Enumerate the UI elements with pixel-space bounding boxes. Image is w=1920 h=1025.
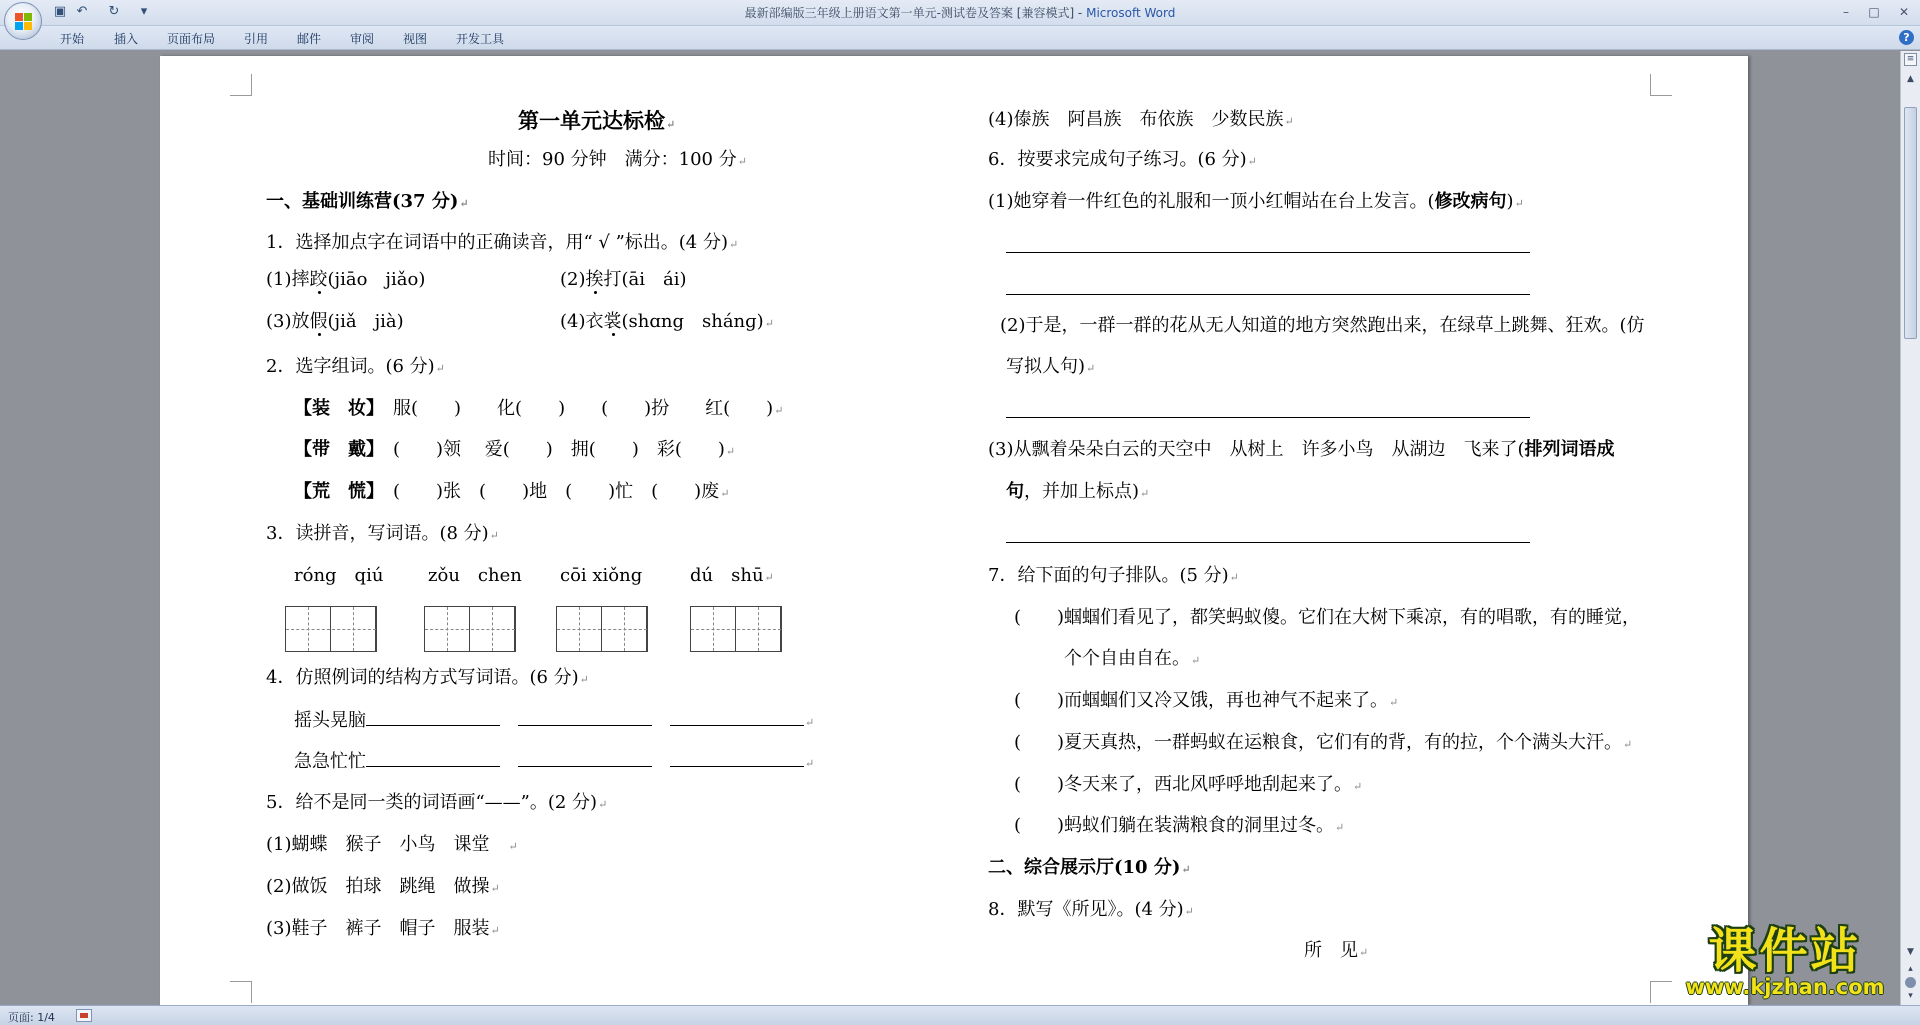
- title-bar: [0, 0, 1920, 26]
- question-6-item: 写拟人句)↵: [1006, 356, 1096, 377]
- maximize-button[interactable]: □: [1868, 5, 1880, 19]
- undo-icon[interactable]: ↶: [76, 4, 88, 19]
- question-6-stem: 6．按要求完成句子练习。(6 分)↵: [988, 149, 1257, 170]
- question-2-row: 【装 妆】 服( ) 化( ) ( )扮 红( )↵: [294, 398, 784, 419]
- pinyin-label: zǒu chen: [428, 565, 522, 586]
- tab-insert[interactable]: 插入: [114, 32, 139, 46]
- answer-line[interactable]: [1006, 252, 1530, 253]
- answer-line[interactable]: [1006, 542, 1530, 543]
- writing-grid[interactable]: [690, 606, 782, 652]
- tab-page-layout[interactable]: 页面布局: [167, 32, 216, 46]
- next-page-icon[interactable]: ▾: [1908, 991, 1913, 1001]
- answer-blank[interactable]: [366, 708, 500, 726]
- scroll-up-icon[interactable]: ▲: [1907, 74, 1914, 84]
- section-heading: 一、基础训练营(37 分)↵: [266, 191, 469, 212]
- question-6-item: 句，并加上标点)↵: [1006, 481, 1150, 502]
- tab-home[interactable]: 开始: [60, 32, 85, 46]
- scroll-down-icon[interactable]: ▼: [1907, 947, 1914, 957]
- view-ruler-icon[interactable]: ≡: [1904, 53, 1917, 66]
- crop-mark: [1650, 74, 1672, 96]
- help-icon[interactable]: ?: [1899, 30, 1914, 45]
- writing-grid[interactable]: [556, 606, 648, 652]
- question-8-stem: 8．默写《所见》。(4 分)↵: [988, 899, 1194, 920]
- customize-toolbar-icon[interactable]: ▾: [140, 4, 148, 19]
- document-page[interactable]: [160, 56, 1748, 1005]
- answer-blank[interactable]: [670, 749, 804, 767]
- question-6-item: (3)从飘着朵朵白云的天空中 从树上 许多小鸟 从湖边 飞来了(排列词语成: [988, 439, 1615, 460]
- app-name: Microsoft Word: [1086, 6, 1176, 20]
- question-1-stem: 1．选择加点字在词语中的正确读音，用“ √ ”标出。(4 分)↵: [266, 232, 739, 253]
- tab-mailings[interactable]: 邮件: [297, 32, 322, 46]
- vertical-scrollbar[interactable]: [1900, 51, 1920, 1005]
- crop-mark: [230, 74, 252, 96]
- question-1-item: (2)挨打(āi ái): [560, 269, 687, 290]
- browse-object-icon[interactable]: [1905, 977, 1916, 988]
- pinyin-label: róng qiú: [294, 565, 384, 586]
- question-6-item: (1)她穿着一件红色的礼服和一顶小红帽站在台上发言。(修改病句)↵: [988, 191, 1524, 212]
- watermark-url: www.kjzhan.com: [1685, 975, 1885, 999]
- writing-grid[interactable]: [424, 606, 516, 652]
- question-2-row: 【带 戴】 ( )领 爱( ) 拥( ) 彩( )↵: [294, 439, 736, 460]
- pinyin-label: cōi xiǒng: [560, 565, 643, 586]
- watermark-logo-text: 课件站: [1708, 923, 1862, 979]
- tab-review[interactable]: 审阅: [350, 32, 375, 46]
- answer-blank[interactable]: [518, 749, 652, 767]
- question-4-row: 摇头晃脑 ↵: [294, 710, 815, 731]
- question-7-item: ( )夏天真热，一群蚂蚁在运粮食，它们有的背，有的拉，个个满头大汗。↵: [1014, 732, 1633, 753]
- document-name: 最新部编版三年级上册语文第一单元-测试卷及答案 [兼容模式] -: [744, 6, 1087, 20]
- redo-icon[interactable]: ↻: [108, 4, 120, 19]
- question-2-row: 【荒 慌】 ( )张 ( )地 ( )忙 ( )废↵: [294, 481, 730, 502]
- question-5-stem: 5．给不是同一类的词语画“——”。(2 分)↵: [266, 792, 608, 813]
- site-watermark: [1668, 925, 1902, 1005]
- pinyin-label: dú shū↵: [690, 565, 774, 586]
- question-5-item: (4)傣族 阿昌族 布依族 少数民族↵: [988, 109, 1294, 130]
- question-7-item: ( )蚂蚁们躺在装满粮食的洞里过冬。↵: [1014, 815, 1345, 836]
- save-icon[interactable]: ▣: [53, 4, 67, 19]
- exam-meta: 时间：90 分钟 满分：100 分↵: [488, 149, 747, 170]
- question-5-item: (1)蝴蝶 猴子 小鸟 课堂 ↵: [266, 834, 518, 855]
- answer-line[interactable]: [1006, 417, 1530, 418]
- language-icon[interactable]: [76, 1009, 92, 1022]
- question-5-item: (2)做饭 拍球 跳绳 做操↵: [266, 876, 500, 897]
- question-1-item: (3)放假(jiǎ jià): [266, 311, 404, 332]
- tab-references[interactable]: 引用: [244, 32, 269, 46]
- close-button[interactable]: ✕: [1898, 5, 1910, 19]
- ribbon-tabs: [0, 26, 1920, 50]
- office-button[interactable]: [4, 2, 42, 40]
- window-title: [0, 4, 1920, 21]
- question-4-row: 急急忙忙 ↵: [294, 751, 815, 772]
- question-7-item: 个个自由自在。↵: [1064, 648, 1201, 669]
- answer-blank[interactable]: [670, 708, 804, 726]
- document-title: 第一单元达标检↵: [518, 108, 676, 133]
- answer-line[interactable]: [1006, 294, 1530, 295]
- answer-blank[interactable]: [366, 749, 500, 767]
- office-logo-icon: [14, 12, 33, 31]
- answer-blank[interactable]: [518, 708, 652, 726]
- question-7-item: ( )而蝈蝈们又冷又饿，再也神气不起来了。↵: [1014, 690, 1399, 711]
- question-5-item: (3)鞋子 裤子 帽子 服装↵: [266, 918, 500, 939]
- question-7-item: ( )冬天来了，西北风呼呼地刮起来了。↵: [1014, 774, 1363, 795]
- question-4-stem: 4．仿照例词的结构方式写词语。(6 分)↵: [266, 667, 589, 688]
- question-1-item: (1)摔跤(jiāo jiǎo): [266, 269, 426, 290]
- tab-view[interactable]: 视图: [403, 32, 428, 46]
- page-indicator[interactable]: 页面: 1/4: [8, 1011, 55, 1024]
- question-7-item: ( )蝈蝈们看见了，都笑蚂蚁傻。它们在大树下乘凉，有的唱歌，有的睡觉，: [1014, 607, 1641, 628]
- scroll-thumb[interactable]: [1904, 107, 1917, 339]
- poem-title: 所 见↵: [1304, 940, 1369, 961]
- status-bar: [0, 1005, 1920, 1025]
- question-3-stem: 3．读拼音，写词语。(8 分)↵: [266, 523, 499, 544]
- question-7-stem: 7．给下面的句子排队。(5 分)↵: [988, 565, 1239, 586]
- writing-grid[interactable]: [285, 606, 377, 652]
- question-6-item: (2)于是，一群一群的花从无人知道的地方突然跑出来，在绿草上跳舞、狂欢。(仿: [1000, 315, 1645, 336]
- previous-page-icon[interactable]: ▴: [1908, 964, 1913, 974]
- section-heading: 二、综合展示厅(10 分)↵: [988, 857, 1191, 878]
- tab-developer[interactable]: 开发工具: [456, 32, 505, 46]
- crop-mark: [230, 981, 252, 1003]
- minimize-button[interactable]: –: [1843, 5, 1849, 19]
- question-2-stem: 2．选字组词。(6 分)↵: [266, 356, 445, 377]
- question-1-item: (4)衣裳(shɑng shánɡ)↵: [560, 311, 774, 332]
